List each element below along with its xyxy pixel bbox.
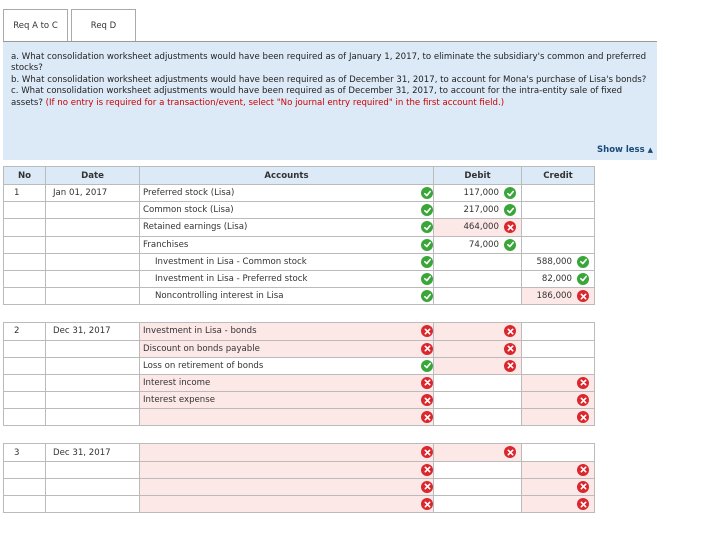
- entry-number-cell: 3: [4, 444, 46, 461]
- checkmark-icon: [504, 204, 516, 216]
- debit-field[interactable]: [434, 409, 522, 426]
- account-label: Investment in Lisa - bonds: [143, 326, 257, 337]
- entry-date-cell: [46, 270, 140, 287]
- cross-icon: [577, 481, 589, 493]
- credit-field[interactable]: [522, 478, 595, 495]
- entry-date-cell: [46, 253, 140, 270]
- checkmark-icon: [421, 187, 433, 199]
- entry-date-cell: [46, 496, 140, 513]
- debit-field[interactable]: [434, 323, 522, 340]
- entry-date-cell: [46, 236, 140, 253]
- debit-value: 117,000: [463, 188, 499, 199]
- entry-date-cell: [46, 461, 140, 478]
- checkmark-icon: [421, 239, 433, 251]
- credit-field[interactable]: [522, 185, 595, 202]
- debit-field[interactable]: [434, 461, 522, 478]
- header-accounts: Accounts: [140, 167, 434, 185]
- entry-date-cell: [46, 357, 140, 374]
- cross-icon: [421, 343, 433, 355]
- table-row: [4, 496, 595, 513]
- debit-field[interactable]: [434, 236, 522, 253]
- account-field[interactable]: [140, 461, 434, 478]
- credit-field[interactable]: [522, 323, 595, 340]
- header-credit: Credit: [522, 167, 595, 185]
- debit-field[interactable]: [434, 340, 522, 357]
- checkmark-icon: [577, 273, 589, 285]
- debit-field[interactable]: [434, 202, 522, 219]
- credit-field[interactable]: [522, 496, 595, 513]
- checkmark-icon: [577, 256, 589, 268]
- account-field[interactable]: [140, 323, 434, 340]
- debit-field[interactable]: [434, 357, 522, 374]
- debit-field[interactable]: [434, 444, 522, 461]
- debit-field[interactable]: [434, 253, 522, 270]
- cross-icon: [421, 394, 433, 406]
- cross-icon: [504, 360, 516, 372]
- entry-date-cell: [46, 374, 140, 391]
- tab-req-d[interactable]: Req D: [71, 9, 136, 41]
- cross-icon: [577, 464, 589, 476]
- entry-number-cell: [4, 478, 46, 495]
- debit-value: 464,000: [463, 222, 499, 233]
- credit-field[interactable]: [522, 288, 595, 305]
- entry-date-cell: [46, 202, 140, 219]
- entry-number-cell: [4, 219, 46, 236]
- account-label: Franchises: [143, 239, 189, 250]
- table-row: [4, 323, 595, 340]
- account-label: Discount on bonds payable: [143, 343, 260, 354]
- checkmark-icon: [421, 273, 433, 285]
- account-field[interactable]: [140, 357, 434, 374]
- account-field[interactable]: [140, 374, 434, 391]
- entry-number-cell: 2: [4, 323, 46, 340]
- table-row: [4, 374, 595, 391]
- debit-field[interactable]: [434, 288, 522, 305]
- journal-entry-worksheet: [3, 166, 595, 513]
- entry-number-cell: [4, 253, 46, 270]
- entry-date-cell: Dec 31, 2017: [46, 444, 140, 461]
- entry-number-cell: [4, 202, 46, 219]
- table-row: [4, 461, 595, 478]
- entry-number-cell: [4, 270, 46, 287]
- entry-number-cell: [4, 392, 46, 409]
- cross-icon: [577, 411, 589, 423]
- show-less-link[interactable]: Show less ▲: [597, 145, 653, 155]
- cross-icon: [421, 411, 433, 423]
- entry-date-cell: [46, 392, 140, 409]
- entry-date-cell: Jan 01, 2017: [46, 185, 140, 202]
- entry-separator-row: [4, 305, 595, 323]
- requirement-tabs: [3, 9, 136, 42]
- table-row: [4, 478, 595, 495]
- checkmark-icon: [504, 239, 516, 251]
- entry-separator-row: [4, 426, 595, 444]
- entry-number-cell: [4, 461, 46, 478]
- account-label: Investment in Lisa - Preferred stock: [155, 274, 308, 285]
- checkmark-icon: [421, 204, 433, 216]
- account-field[interactable]: [140, 496, 434, 513]
- cross-icon: [421, 377, 433, 389]
- cross-icon: [577, 498, 589, 510]
- account-label: Common stock (Lisa): [143, 205, 234, 216]
- credit-value: 82,000: [541, 274, 572, 285]
- table-row: [4, 357, 595, 374]
- account-label: Noncontrolling interest in Lisa: [155, 291, 284, 302]
- cross-icon: [421, 498, 433, 510]
- account-field[interactable]: [140, 185, 434, 202]
- triangle-up-icon: ▲: [647, 146, 653, 154]
- account-label: Preferred stock (Lisa): [143, 188, 235, 199]
- account-field[interactable]: [140, 340, 434, 357]
- table-row: [4, 409, 595, 426]
- credit-value: 186,000: [536, 291, 572, 302]
- account-field[interactable]: [140, 478, 434, 495]
- credit-field[interactable]: [522, 270, 595, 287]
- account-field[interactable]: [140, 270, 434, 287]
- cross-icon: [577, 290, 589, 302]
- header-date: Date: [46, 167, 140, 185]
- cross-icon: [504, 343, 516, 355]
- credit-field[interactable]: [522, 357, 595, 374]
- account-label: Loss on retirement of bonds: [143, 360, 264, 371]
- credit-field[interactable]: [522, 444, 595, 461]
- table-row: [4, 185, 595, 202]
- header-no: No: [4, 167, 46, 185]
- credit-field[interactable]: [522, 236, 595, 253]
- table-row: [4, 288, 595, 305]
- account-field[interactable]: [140, 219, 434, 236]
- entry-number-cell: [4, 409, 46, 426]
- cross-icon: [421, 446, 433, 458]
- debit-field[interactable]: [434, 478, 522, 495]
- credit-field[interactable]: [522, 374, 595, 391]
- tab-req-a-to-c[interactable]: Req A to C: [3, 9, 68, 41]
- debit-field[interactable]: [434, 270, 522, 287]
- table-row: [4, 253, 595, 270]
- debit-field[interactable]: [434, 374, 522, 391]
- entry-date-cell: [46, 219, 140, 236]
- account-field[interactable]: [140, 202, 434, 219]
- account-label: Investment in Lisa - Common stock: [155, 256, 307, 267]
- entry-number-cell: [4, 340, 46, 357]
- debit-field[interactable]: [434, 392, 522, 409]
- entry-number-cell: 1: [4, 185, 46, 202]
- debit-field[interactable]: [434, 219, 522, 236]
- checkmark-icon: [421, 221, 433, 233]
- entry-date-cell: Dec 31, 2017: [46, 323, 140, 340]
- account-label: Interest income: [143, 377, 211, 388]
- entry-number-cell: [4, 357, 46, 374]
- table-row: [4, 392, 595, 409]
- table-row: [4, 219, 595, 236]
- table-header-row: [4, 167, 595, 185]
- worksheet-body: [4, 185, 595, 513]
- entry-number-cell: [4, 374, 46, 391]
- entry-date-cell: [46, 409, 140, 426]
- credit-field[interactable]: [522, 409, 595, 426]
- instruction-note: (If no entry is required for a transaction/event, select "No journal entry required" in the first account field.): [45, 97, 505, 108]
- cross-icon: [504, 325, 516, 337]
- cross-icon: [504, 446, 516, 458]
- account-label: Interest expense: [143, 395, 216, 406]
- credit-field[interactable]: [522, 202, 595, 219]
- table-row: [4, 340, 595, 357]
- debit-field[interactable]: [434, 185, 522, 202]
- checkmark-icon: [504, 187, 516, 199]
- credit-value: 588,000: [536, 256, 572, 267]
- entry-number-cell: [4, 288, 46, 305]
- cross-icon: [577, 394, 589, 406]
- separator-cell: [4, 426, 595, 444]
- credit-field[interactable]: [522, 461, 595, 478]
- cross-icon: [504, 221, 516, 233]
- entry-number-cell: [4, 236, 46, 253]
- entry-date-cell: [46, 340, 140, 357]
- entry-date-cell: [46, 478, 140, 495]
- account-field[interactable]: [140, 253, 434, 270]
- account-field[interactable]: [140, 236, 434, 253]
- checkmark-icon: [421, 256, 433, 268]
- instruction-c: c. What consolidation worksheet adjustments would have been required as of December 31, 2017, to account for the intra-entity sale of fixed assets? (If no entry is required for a transaction/event, select "No journal entry required" in the first account field.): [11, 86, 623, 108]
- credit-field[interactable]: [522, 219, 595, 236]
- instructions-panel: [3, 42, 657, 160]
- table-row: [4, 270, 595, 287]
- table-row: [4, 236, 595, 253]
- account-field[interactable]: [140, 409, 434, 426]
- table-row: [4, 202, 595, 219]
- checkmark-icon: [421, 360, 433, 372]
- credit-field[interactable]: [522, 253, 595, 270]
- cross-icon: [421, 481, 433, 493]
- entry-date-cell: [46, 288, 140, 305]
- header-debit: Debit: [434, 167, 522, 185]
- separator-cell: [4, 305, 595, 323]
- account-label: Retained earnings (Lisa): [143, 222, 248, 233]
- instruction-b: b. What consolidation worksheet adjustments would have been required as of December 31, 2017, to account for Mona's purchase of Lisa's bonds?: [11, 74, 647, 85]
- credit-field[interactable]: [522, 392, 595, 409]
- account-field[interactable]: [140, 288, 434, 305]
- debit-value: 74,000: [468, 239, 499, 250]
- account-field[interactable]: [140, 392, 434, 409]
- credit-field[interactable]: [522, 340, 595, 357]
- debit-value: 217,000: [463, 205, 499, 216]
- cross-icon: [421, 325, 433, 337]
- entry-number-cell: [4, 496, 46, 513]
- account-field[interactable]: [140, 444, 434, 461]
- debit-field[interactable]: [434, 496, 522, 513]
- cross-icon: [421, 464, 433, 476]
- checkmark-icon: [421, 290, 433, 302]
- cross-icon: [577, 377, 589, 389]
- instruction-a: a. What consolidation worksheet adjustments would have been required as of January 1, 2017, to eliminate the subsidiary's common and preferred stocks?: [11, 52, 647, 74]
- table-row: [4, 444, 595, 461]
